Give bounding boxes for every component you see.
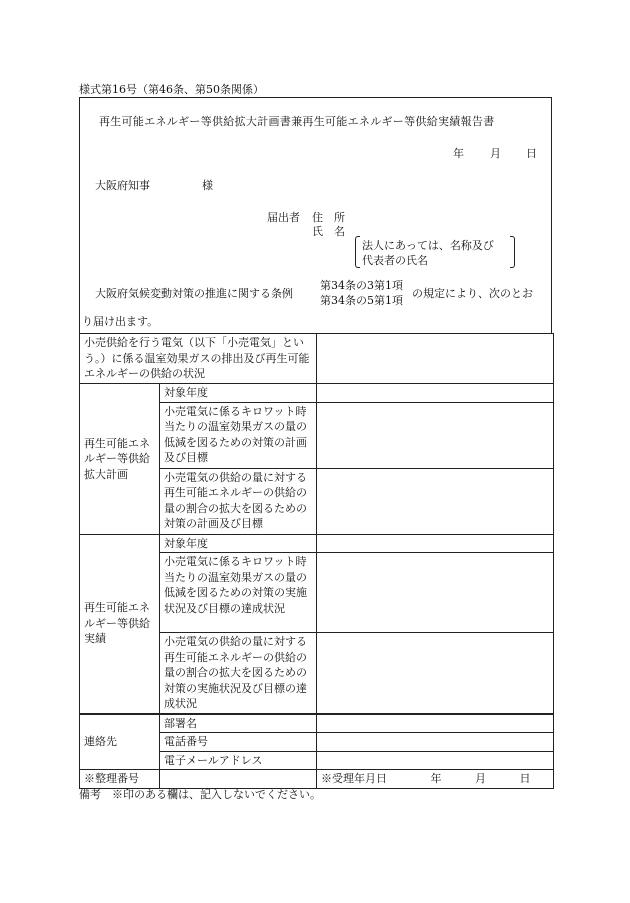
received-cell[interactable] [317, 770, 554, 789]
report-table [79, 333, 554, 789]
received-day: 日 [519, 772, 531, 785]
body-prefix: 大阪府気候変動対策の推進に関する条例 [95, 287, 293, 300]
corp-note-line1: 法人にあっては、名称及び [362, 239, 494, 252]
result-year-value[interactable] [317, 534, 554, 553]
body-suffix: の規定により、次のとお [412, 287, 533, 300]
plan-header: 再生可能エネルギー等供給拡大計画 [80, 384, 160, 535]
status-value[interactable] [317, 334, 554, 384]
form-number: 様式第16号（第46条、第50条関係） [79, 83, 264, 96]
plan-item2-value[interactable] [317, 468, 554, 534]
result-item1-value[interactable] [317, 553, 554, 633]
result-item2-label: 小売電気の供給の量に対する再生可能エネルギーの供給の量の割合の拡大を図るための対策の実施状況及び目標の達成状況 [160, 633, 317, 714]
plan-year-label: 対象年度 [160, 384, 317, 403]
bracket-left [355, 236, 360, 268]
status-label: 小売供給を行う電気（以下「小売電気」という。）に係る温室効果ガスの排出及び再生可能エネルギーの供給の状況 [80, 334, 317, 384]
name-label: 氏 名 [312, 225, 345, 238]
submitter-label: 届出者 [267, 211, 300, 224]
date-month: 月 [490, 147, 501, 160]
plan-item1-label: 小売電気に係るキロワット時当たりの温室効果ガスの量の低減を図るための対策の計画及び目標 [160, 402, 317, 468]
received-label: ※受理年月日 [321, 772, 387, 785]
footnote: 備考 ※印のある欄は、記入しないでください。 [79, 788, 321, 801]
result-header: 再生可能エネルギー等供給実績 [80, 534, 160, 714]
addressee: 大阪府知事 [95, 179, 150, 192]
body-clause2: 第34条の5第1項 [320, 294, 403, 307]
address-label: 住 所 [312, 211, 345, 224]
date-year: 年 [453, 147, 464, 160]
date-day: 日 [526, 147, 537, 160]
plan-item1-value[interactable] [317, 402, 554, 468]
bracket-right [510, 236, 515, 268]
dept-value[interactable] [317, 714, 554, 733]
received-year: 年 [430, 772, 442, 785]
plan-item2-label: 小売電気の供給の量に対する再生可能エネルギーの供給の量の割合の拡大を図るための対策の計画及び目標 [160, 468, 317, 534]
corp-note-line2: 代表者の氏名 [362, 254, 428, 267]
contact-header: 連絡先 [80, 714, 160, 770]
ref-no-label: ※整理番号 [80, 770, 160, 789]
form-title: 再生可能エネルギー等供給拡大計画書兼再生可能エネルギー等供給実績報告書 [99, 115, 495, 128]
email-label: 電子メールアドレス [160, 751, 317, 770]
email-value[interactable] [317, 751, 554, 770]
addressee-honorific: 様 [202, 179, 213, 192]
result-year-label: 対象年度 [160, 534, 317, 553]
phone-value[interactable] [317, 733, 554, 752]
phone-label: 電話番号 [160, 733, 317, 752]
received-month: 月 [475, 772, 486, 785]
dept-label: 部署名 [160, 714, 317, 733]
result-item1-label: 小売電気に係るキロワット時当たりの温室効果ガスの量の低減を図るための対策の実施状況及び目標の達成状況 [160, 553, 317, 633]
body-line2: り届け出ます。 [82, 315, 159, 328]
body-clause1: 第34条の3第1項 [320, 279, 403, 292]
result-item2-value[interactable] [317, 633, 554, 714]
plan-year-value[interactable] [317, 384, 554, 403]
